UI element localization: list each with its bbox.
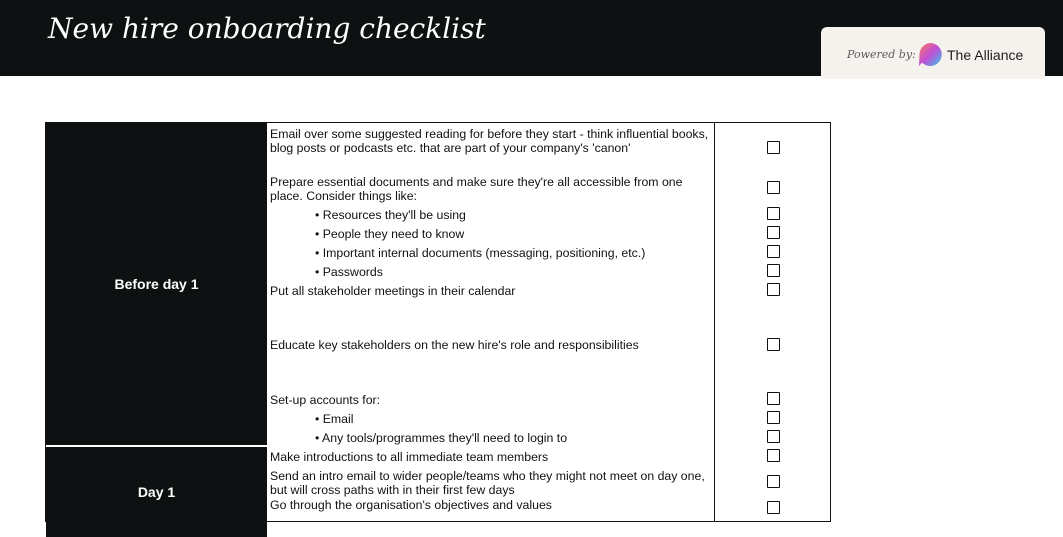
- page-title: New hire onboarding checklist: [48, 12, 486, 45]
- task-text: Make introductions to all immediate team members: [270, 450, 549, 464]
- task-text: Prepare essential documents and make sure they're all accessible from one place. Consider things like:: [270, 175, 683, 203]
- task-checkbox[interactable]: [767, 501, 780, 514]
- task-text: • Any tools/programmes they'll need to login to: [315, 431, 568, 445]
- section-before-day-1: [46, 123, 267, 445]
- task-checkbox[interactable]: [767, 181, 780, 194]
- task-checkbox[interactable]: [767, 283, 780, 296]
- task-text: Educate key stakeholders on the new hire's role and responsibilities: [270, 338, 639, 352]
- task-checkbox[interactable]: [767, 264, 780, 277]
- task-checkbox[interactable]: [767, 430, 780, 443]
- header-bar: [0, 0, 1063, 76]
- section-divider: [46, 445, 267, 446]
- section-label: Before day 1: [114, 276, 199, 292]
- task-text: • Email: [315, 412, 354, 426]
- task-checkbox[interactable]: [767, 475, 780, 488]
- task-text: Send an intro email to wider people/teams who they might not meet on day one, but will cross paths with in their first few days: [270, 469, 705, 497]
- alliance-logo-icon: [918, 42, 943, 67]
- task-checkbox[interactable]: [767, 392, 780, 405]
- section-day-1: [46, 447, 267, 537]
- task-checkbox[interactable]: [767, 449, 780, 462]
- task-checkbox[interactable]: [767, 226, 780, 239]
- checklist-table: [45, 122, 831, 522]
- task-text: • People they need to know: [315, 227, 465, 241]
- task-checkbox[interactable]: [767, 338, 780, 351]
- section-label: Day 1: [137, 484, 176, 500]
- powered-by-label: Powered by:: [847, 48, 916, 61]
- task-text: Set-up accounts for:: [270, 393, 381, 407]
- powered-by-badge[interactable]: [821, 27, 1045, 79]
- task-text: • Passwords: [315, 265, 383, 279]
- task-text: Put all stakeholder meetings in their calendar: [270, 284, 516, 298]
- task-text: Email over some suggested reading for before they start - think influential books, blog posts or podcasts etc. that are part of your company's 'canon': [270, 127, 709, 155]
- task-checkbox[interactable]: [767, 141, 780, 154]
- task-text: • Resources they'll be using: [315, 208, 466, 222]
- task-checkbox[interactable]: [767, 411, 780, 424]
- brand-name: The Alliance: [947, 47, 1024, 63]
- task-checkbox[interactable]: [767, 207, 780, 220]
- task-checkbox[interactable]: [767, 245, 780, 258]
- task-text: • Important internal documents (messaging, positioning, etc.): [315, 246, 646, 260]
- task-text: Go through the organisation's objectives and values: [270, 498, 552, 512]
